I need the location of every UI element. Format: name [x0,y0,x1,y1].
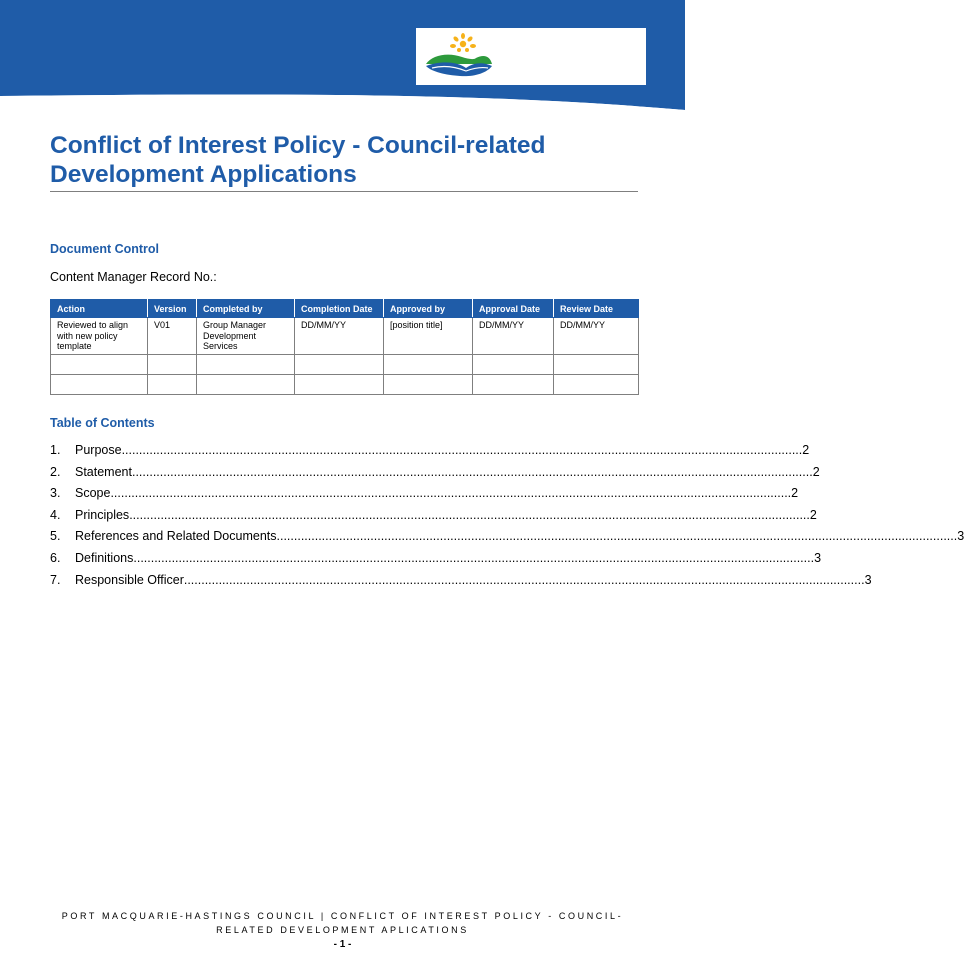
column-header: Version [148,300,197,318]
toc-number: 7. [50,572,61,587]
toc-page-number: 2 [812,464,820,479]
column-header: Completion Date [295,300,384,318]
table-cell [554,354,639,374]
table-cell: DD/MM/YY [554,318,639,355]
column-header: Completed by [197,300,295,318]
table-cell [148,374,197,394]
toc-number: 3. [50,486,61,501]
toc-leader: .................................................................................................................................................................................................... [110,486,792,501]
table-cell [295,374,384,394]
toc-title: Responsible Officer [75,572,184,587]
table-cell [554,374,639,394]
table-cell [51,354,148,374]
page-title [50,131,640,189]
table-cell: DD/MM/YY [473,318,554,355]
table-cell: [position title] [384,318,473,355]
page-number: - 1 - [333,939,352,950]
toc-entry[interactable] [50,550,822,573]
toc-title: References and Related Documents [75,529,277,544]
council-logo [416,28,646,85]
toc-page-number: 2 [791,486,799,501]
column-header: Approved by [384,300,473,318]
toc-heading: Table of Contents [50,416,155,430]
toc-number: 5. [50,529,61,544]
table-cell: Reviewed to align with new policy template [51,318,148,355]
table-row [51,318,639,355]
table-cell [473,354,554,374]
footer-line-2: RELATED DEVELOPMENT APLICATIONS [216,925,469,935]
table-cell [148,354,197,374]
table-header-row [51,300,639,318]
footer-line-1: PORT MACQUARIE-HASTINGS COUNCIL | CONFLICT OF INTEREST POLICY - COUNCIL- [61,911,624,921]
toc-entry[interactable] [50,572,872,595]
document-control-table [50,299,639,395]
title-line-1: Conflict of Interest Policy - Council-related [50,132,546,159]
toc-page-number: 3 [864,572,872,587]
title-line-2: Development Applications [50,161,357,188]
toc-leader: .................................................................................................................................................................................................... [121,443,803,457]
toc-page-number: 3 [957,529,964,544]
record-number-label: Content Manager Record No.: [50,270,217,284]
table-cell [473,374,554,394]
toc-page-number: 2 [802,443,810,457]
column-header: Approval Date [473,300,554,318]
title-divider [50,191,638,192]
table-cell [295,354,384,374]
toc-number: 2. [50,464,61,479]
toc-entry[interactable] [50,443,810,465]
table-cell [197,354,295,374]
document-control-heading: Document Control [50,242,160,256]
toc-leader: .................................................................................................................................................................................................... [276,529,958,544]
sun-icon [450,33,476,52]
toc-leader: .................................................................................................................................................................................................... [133,550,815,565]
toc-title: Principles [75,507,130,522]
column-header: Review Date [554,300,639,318]
table-row [51,374,639,394]
toc-title: Statement [75,464,132,479]
toc-number: 6. [50,550,61,565]
column-header: Action [51,300,148,318]
table-cell: V01 [148,318,197,355]
table-cell: Group Manager Development Services [197,318,295,355]
table-cell: DD/MM/YY [295,318,384,355]
table-cell [384,354,473,374]
toc-page-number: 2 [809,507,817,522]
toc-page-number: 3 [814,550,822,565]
toc-title: Scope [75,486,111,501]
table-cell [384,374,473,394]
logo-panel [416,28,646,85]
table-row [51,354,639,374]
toc-leader: .................................................................................................................................................................................................... [129,507,810,522]
toc-leader: .................................................................................................................................................................................................... [131,464,813,479]
toc-title: Definitions [75,550,134,565]
toc-entry[interactable] [50,464,820,487]
toc-number: 1. [50,443,61,457]
toc-entry[interactable] [50,486,799,508]
table-cell [51,374,148,394]
toc-entry[interactable] [50,507,817,530]
toc-leader: .................................................................................................................................................................................................... [183,572,865,587]
toc-number: 4. [50,507,61,522]
toc-entry[interactable] [50,529,964,551]
table-cell [197,374,295,394]
table-of-contents [50,443,964,594]
toc-title: Purpose [75,443,122,457]
